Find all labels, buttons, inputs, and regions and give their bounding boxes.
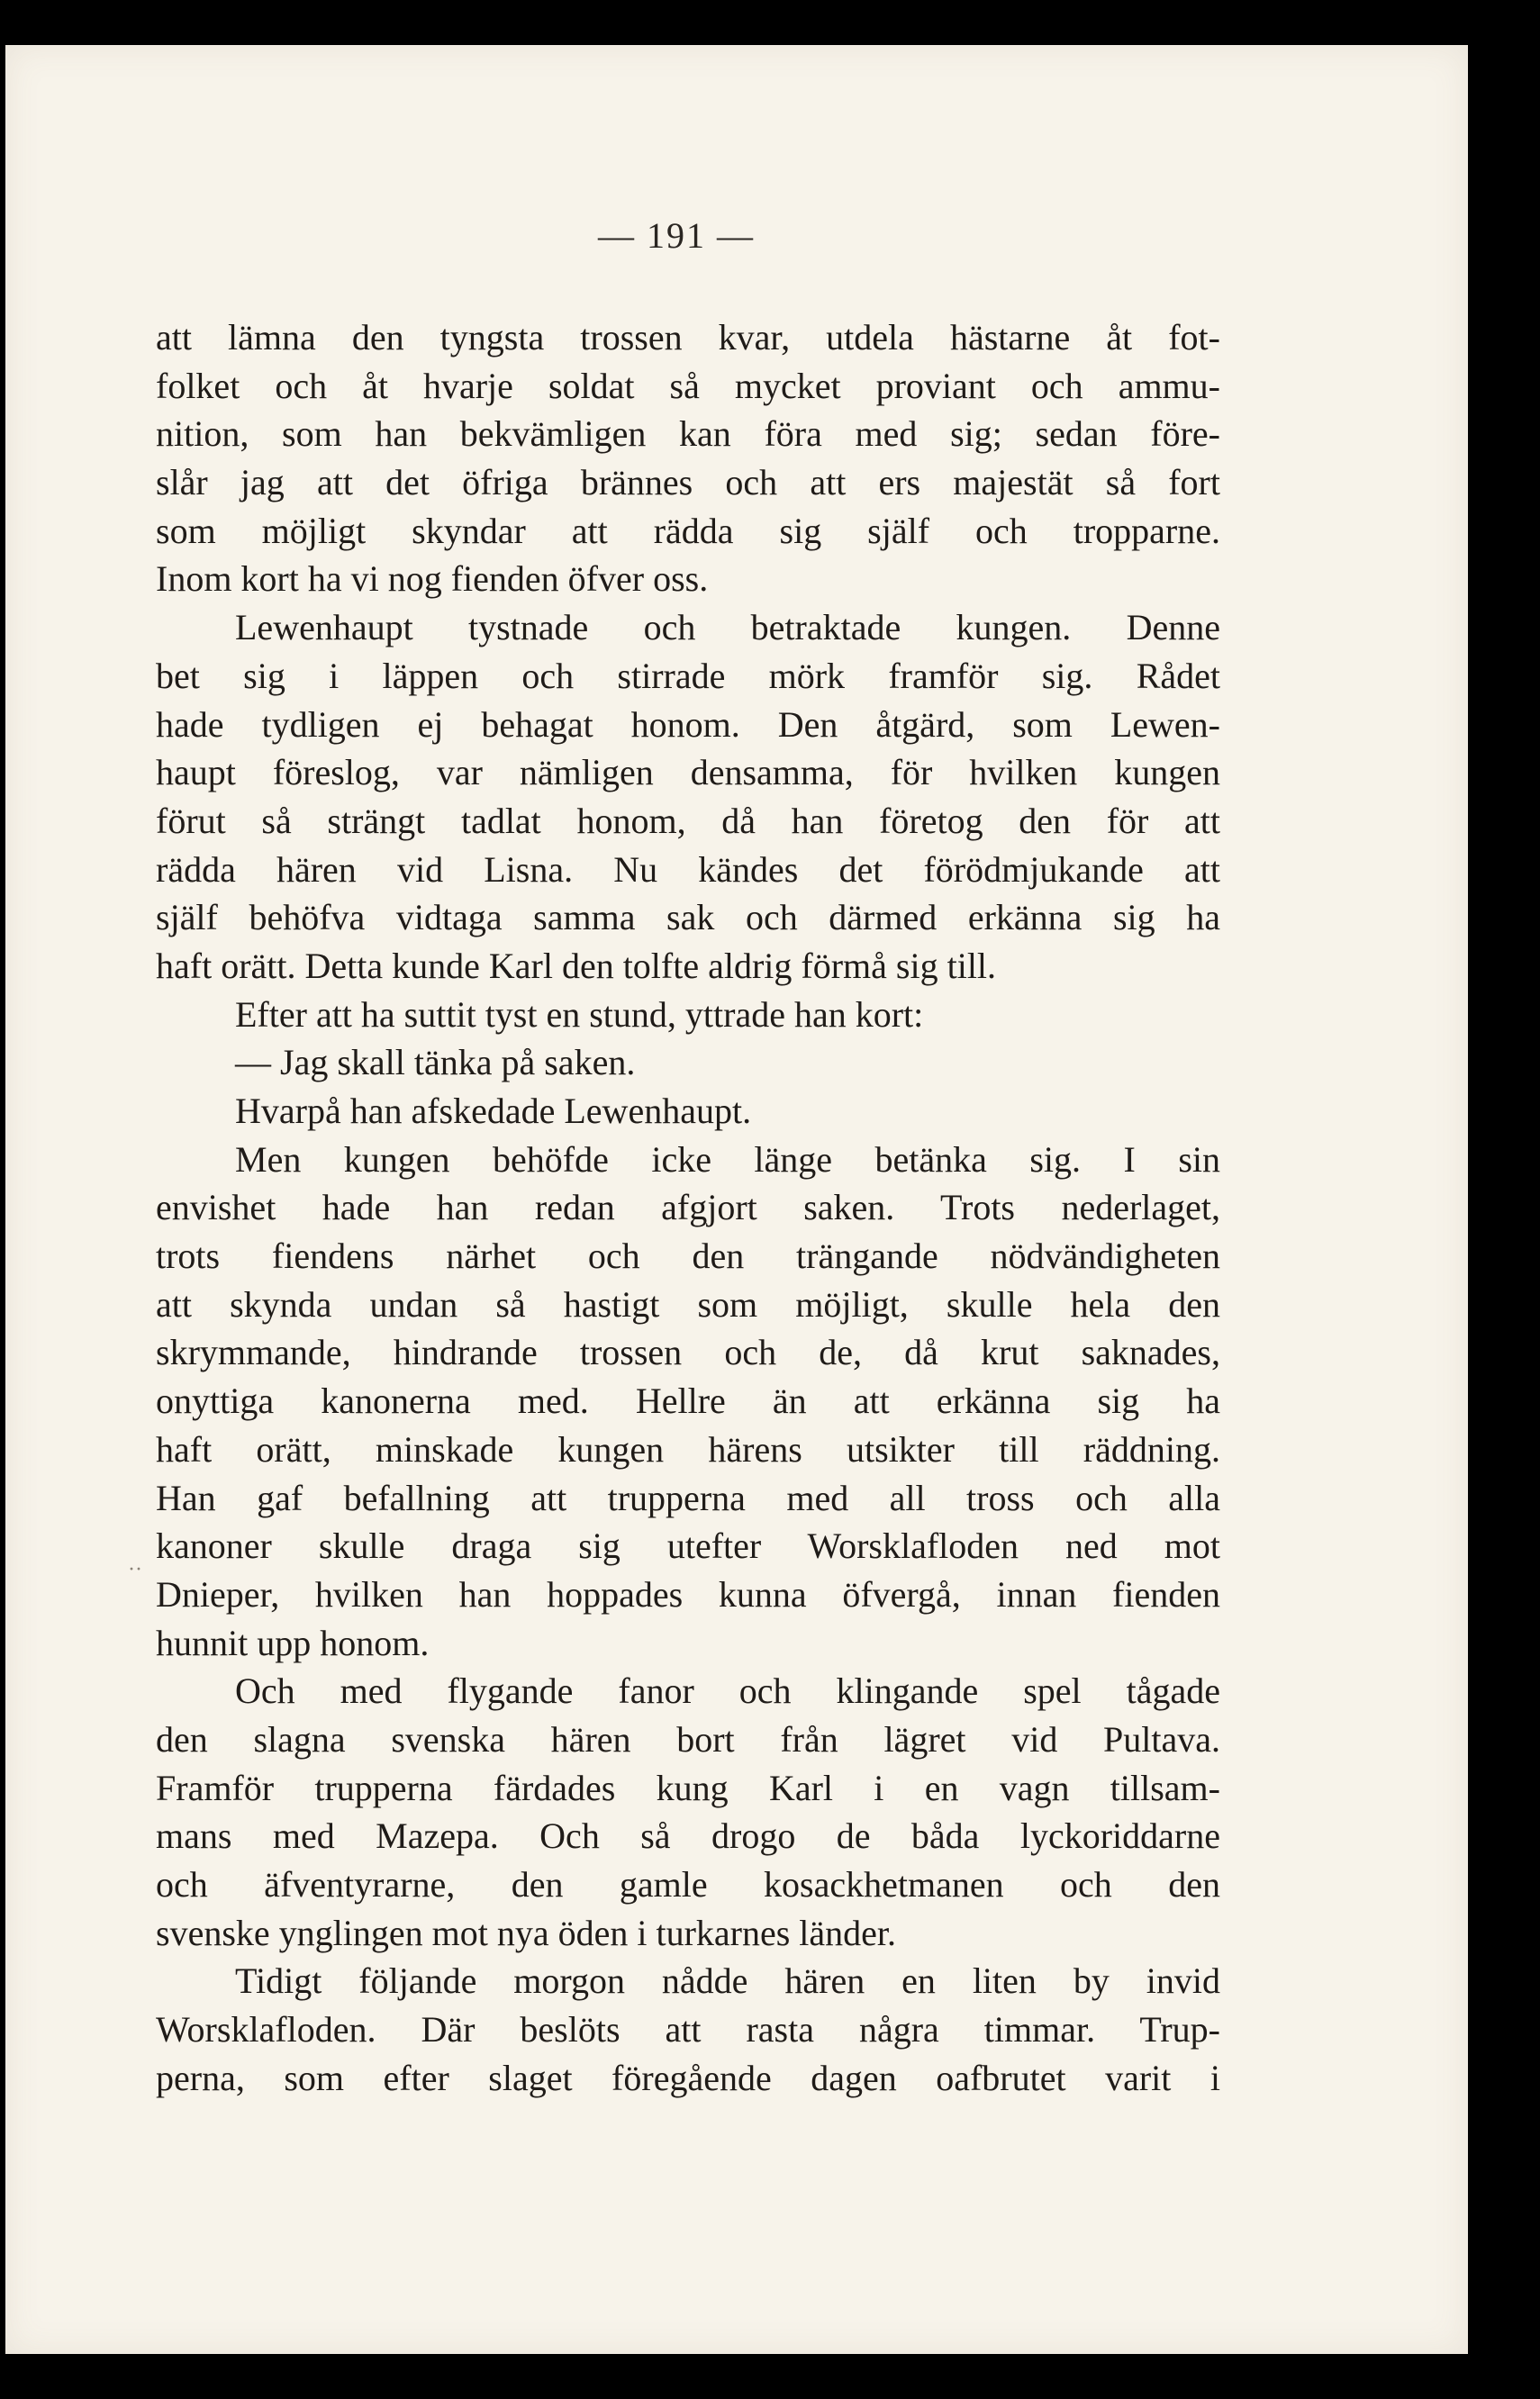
- text-line: Och med flygande fanor och klingande spel tågade: [235, 1670, 1220, 1712]
- text-line: mans med Mazepa. Och så drogo de båda lyckoriddarne: [156, 1815, 1220, 1857]
- text-line: att lämna den tyngsta trossen kvar, utdela hästarne åt fot-: [156, 317, 1220, 358]
- text-line: haupt föreslog, var nämligen densamma, för hvilken kungen: [156, 752, 1220, 793]
- text-line: som möjligt skyndar att rädda sig själf och tropparne.: [156, 510, 1220, 551]
- text-line: slår jag att det öfriga brännes och att ers majestät så fort: [156, 462, 1220, 503]
- text-line: Framför trupperna färdades kung Karl i en vagn tillsam-: [156, 1767, 1220, 1808]
- text-line: envishet hade han redan afgjort saken. Trots nederlaget,: [156, 1187, 1220, 1228]
- text-line: kanoner skulle draga sig utefter Worsklafloden ned mot: [156, 1525, 1220, 1567]
- text-line: skrymmande, hindrande trossen och de, då krut saknades,: [156, 1332, 1220, 1373]
- text-line: och äfventyrarne, den gamle kosackhetmanen och den: [156, 1864, 1220, 1905]
- text-line: Efter att ha suttit tyst en stund, yttrade han kort:: [235, 993, 924, 1035]
- body-text: [156, 313, 1220, 2102]
- text-line: den slagna svenska hären bort från lägret vid Pultava.: [156, 1718, 1220, 1760]
- text-line: Han gaf befallning att trupperna med all tross och alla: [156, 1477, 1220, 1518]
- text-line: Lewenhaupt tystnade och betraktade kungen. Denne: [235, 607, 1220, 648]
- book-page: [5, 45, 1468, 2354]
- text-line: nition, som han bekvämligen kan föra med sig; sedan före-: [156, 413, 1220, 455]
- text-line: Dnieper, hvilken han hoppades kunna öfvergå, innan fienden: [156, 1573, 1220, 1615]
- text-line: Worsklafloden. Där beslöts att rasta några timmar. Trup-: [156, 2009, 1220, 2050]
- page-number: — 191 —: [598, 215, 755, 256]
- text-line: förut så strängt tadlat honom, då han företog den för att: [156, 800, 1220, 841]
- text-line: onyttiga kanonerna med. Hellre än att erkänna sig ha: [156, 1381, 1220, 1422]
- text-line: hade tydligen ej behagat honom. Den åtgärd, som Lewen-: [156, 703, 1220, 745]
- text-line: rädda hären vid Lisna. Nu kändes det förödmjukande att: [156, 848, 1220, 890]
- text-line: trots fiendens närhet och den trängande nödvändigheten: [156, 1236, 1220, 1277]
- margin-mark: ··: [128, 1558, 142, 1581]
- text-line: Tidigt följande morgon nådde hären en liten by invid: [235, 1960, 1220, 2002]
- text-line: Men kungen behöfde icke länge betänka sig. I sin: [235, 1138, 1220, 1180]
- text-line: Inom kort ha vi nog fienden öfver oss.: [156, 558, 709, 600]
- text-line: svenske ynglingen mot nya öden i turkarnes länder.: [156, 1912, 897, 1953]
- text-line: hunnit upp honom.: [156, 1622, 430, 1663]
- text-line: folket och åt hvarje soldat så mycket proviant och ammu-: [156, 365, 1220, 406]
- text-line: haft orätt, minskade kungen härens utsikter till räddning.: [156, 1428, 1220, 1470]
- text-line: Hvarpå han afskedade Lewenhaupt.: [235, 1091, 752, 1131]
- text-line: att skynda undan så hastigt som möjligt, skulle hela den: [156, 1283, 1220, 1325]
- text-line: — Jag skall tänka på saken.: [235, 1042, 636, 1083]
- text-line: själf behöfva vidtaga samma sak och därmed erkänna sig ha: [156, 897, 1220, 938]
- text-line: bet sig i läppen och stirrade mörk framför sig. Rådet: [156, 655, 1220, 696]
- text-line: perna, som efter slaget föregående dagen oafbrutet varit i: [156, 2057, 1220, 2098]
- text-line: haft orätt. Detta kunde Karl den tolfte aldrig förmå sig till.: [156, 945, 997, 986]
